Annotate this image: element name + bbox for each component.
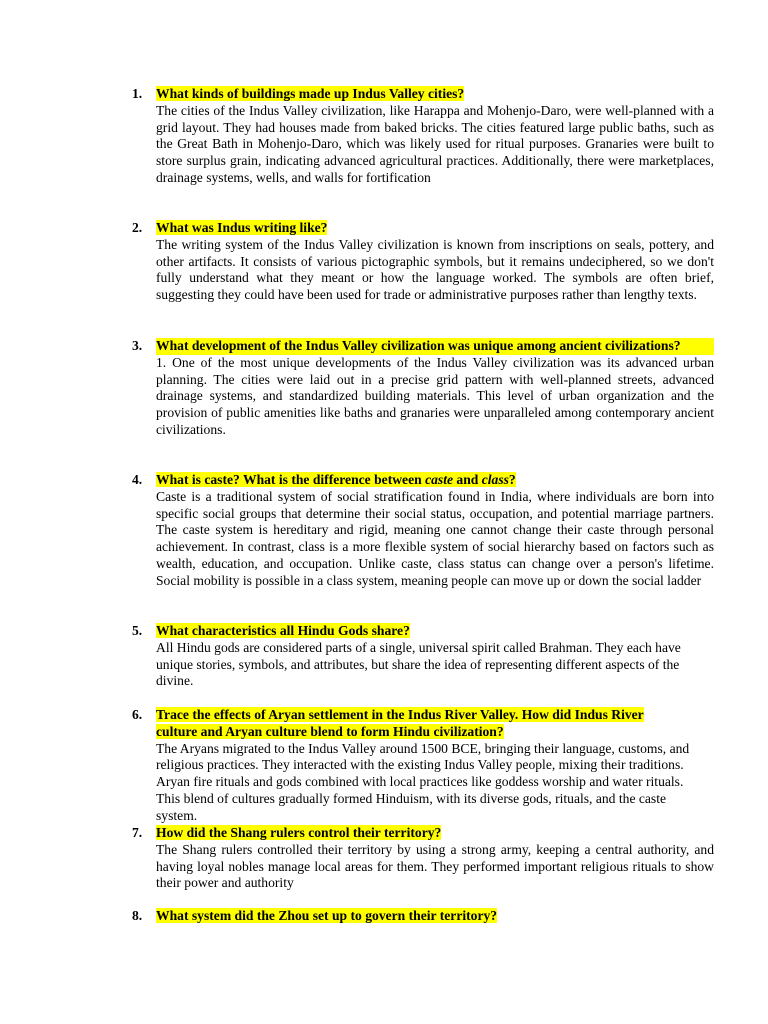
question-5-number: 5. <box>132 623 143 638</box>
question-4-term-caste: caste <box>425 472 454 487</box>
question-8-number: 8. <box>132 908 143 923</box>
question-8-text: What system did the Zhou set up to govern their territory? <box>156 908 498 923</box>
question-6 <box>130 707 714 825</box>
question-4-text-post: ? <box>508 472 516 487</box>
question-2-heading <box>130 220 714 237</box>
question-3-text: What development of the Indus Valley civilization was unique among ancient civilizations? <box>156 338 714 355</box>
question-4 <box>130 472 714 590</box>
question-4-text-mid: and <box>453 472 482 487</box>
question-2-number: 2. <box>132 220 143 235</box>
question-7-number: 7. <box>132 825 143 840</box>
question-2 <box>130 220 714 304</box>
answer-7-text: The Shang rulers controlled their territory by using a strong army, keeping a central authority, and having loyal nobles manage local areas for them. They performed important religious rituals to show their power and authority <box>156 841 714 891</box>
question-1-heading <box>130 86 714 103</box>
question-3 <box>130 338 714 439</box>
question-4-heading <box>130 472 714 489</box>
answer-2-text: The writing system of the Indus Valley civilization is known from inscriptions on seals, pottery, and other artifacts. It consists of various pictographic symbols, but it remains undeciphered, so we don't fully understand what they meant or how the language worked. The symbols are often brief, suggesting they could have been used for trade or administrative purposes rather than lengthy texts. <box>156 236 714 303</box>
question-1-number: 1. <box>132 86 143 101</box>
question-5-heading <box>130 623 714 640</box>
question-6-number: 6. <box>132 707 143 722</box>
question-6-heading <box>130 707 686 741</box>
answer-6-text: The Aryans migrated to the Indus Valley around 1500 BCE, bringing their language, customs, and religious practices. They interacted with the existing Indus Valley people, mixing their traditions. Aryan fire rituals and gods combined with local practices like goddess worship and water rituals. This blend of cultures gradually formed Hinduism, with its diverse gods, rituals, and the caste system. <box>156 740 690 823</box>
question-5-text: What characteristics all Hindu Gods share? <box>156 623 410 638</box>
question-8-heading <box>130 908 714 925</box>
question-4-number: 4. <box>132 472 143 487</box>
question-4-text-pre: What is caste? What is the difference between <box>156 472 426 487</box>
question-1-text: What kinds of buildings made up Indus Valley cities? <box>156 86 465 101</box>
question-1 <box>130 86 714 187</box>
question-7-heading <box>130 825 714 842</box>
answer-5-text: All Hindu gods are considered parts of a single, universal spirit called Brahman. They each have unique stories, symbols, and attributes, but share the idea of representing different aspects of the divine. <box>156 639 681 689</box>
question-2-text: What was Indus writing like? <box>156 220 328 235</box>
question-5 <box>130 623 714 690</box>
question-7 <box>130 825 714 892</box>
answer-4-text: Caste is a traditional system of social stratification found in India, where individuals are born into specific social groups that determine their social status, occupation, and potential marriage partners. The caste system is hereditary and rigid, meaning one cannot change their caste through personal achievement. In contrast, class is a more flexible system of social hierarchy based on factors such as wealth, education, and occupation. Unlike caste, class status can change over a person's lifetime. Social mobility is possible in a class system, meaning people can move up or down the social ladder <box>156 488 714 588</box>
question-4-term-class: class <box>481 472 509 487</box>
question-8 <box>130 908 714 925</box>
question-6-text: Trace the effects of Aryan settlement in the Indus River Valley. How did Indus River culture and Aryan culture blend to form Hindu civilization? <box>156 707 644 739</box>
question-3-number: 3. <box>132 338 143 353</box>
question-3-heading <box>130 338 714 355</box>
answer-1-text: The cities of the Indus Valley civilization, like Harappa and Mohenjo-Daro, were well-planned with a grid layout. They had houses made from baked bricks. The cities featured large public baths, such as the Great Bath in Mohenjo-Daro, which was likely used for ritual purposes. Granaries were built to store surplus grain, indicating advanced agricultural practices. Additionally, there were marketplaces, drainage systems, wells, and walls for fortification <box>156 102 714 185</box>
question-4-text <box>156 472 516 487</box>
answer-3-text: 1. One of the most unique developments of the Indus Valley civilization was its advanced urban planning. The cities were laid out in a precise grid pattern with well-planned streets, advanced drainage systems, and standardized building materials. This level of urban organization and the provision of public amenities like baths and granaries were unparalleled among contemporary ancient civilizations. <box>156 354 714 437</box>
question-7-text: How did the Shang rulers control their territory? <box>156 825 442 840</box>
